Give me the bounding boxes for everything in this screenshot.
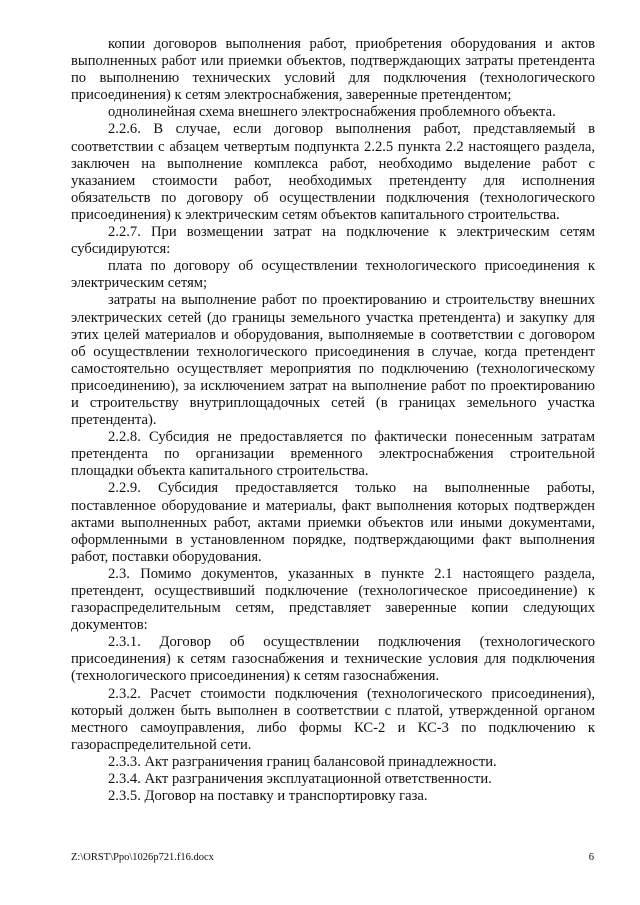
paragraph: однолинейная схема внешнего электроснабжения проблемного объекта. [108,104,556,121]
paragraph: 2.2.8. Субсидия не предоставляется по фактически понесенным затратам претендента по организации временного электроснабжения строительной площадки объекта капитального строительства. [71,429,595,480]
page-number: 6 [588,852,594,863]
footer-file-path: Z:\ORST\Ppo\1026p721.f16.docx [71,852,214,863]
paragraph: 2.2.6. В случае, если договор выполнения работ, представляемый в соответствии с абзацем четвертым подпункта 2.2.5 пункта 2.2 настоящего раздела, заключен на выполнение комплекса работ, необходимо выделение работ с указанием стоимости работ, необходимых претенденту для исполнения обязательств по договору об осуществлении подключения (технологического присоединения) к электрическим сетям объектов капитального строительства. [71,121,595,223]
paragraph: затраты на выполнение работ по проектированию и строительству внешних электрических сетей (до границы земельного участка претендента) и закупку для этих целей материалов и оборудования, выполняемые в соответствии с договором об осуществлении технологического присоединения в случае, когда претендент самостоятельно осуществляет мероприятия по подключению (технологическому присоединению), за исключением затрат на выполнение работ по проектированию и строительству внутриплощадочных сетей (в границах земельного участка претендента). [71,292,595,429]
paragraph: 2.3.2. Расчет стоимости подключения (технологического присоединения), который должен быть выполнен в соответствии с платой, утвержденной органом местного самоуправления, либо формы КС-2 и КС-3 по подключению к газораспределительной сети. [71,685,595,753]
paragraph: 2.3.1. Договор об осуществлении подключения (технологического присоединения) к сетям газоснабжения и технические условия для подключения (технологического присоединения) к сетям газоснабжения. [71,634,595,685]
paragraph: 2.2.9. Субсидия предоставляется только на выполненные работы, поставленное оборудование и материалы, факт выполнения которых подтвержден актами выполненных работ, актами приемки объектов или иными документами, оформленными в установленном порядке, подтверждающими факт выполнения работ, поставки оборудования. [71,480,595,565]
paragraph: 2.3. Помимо документов, указанных в пункте 2.1 настоящего раздела, претендент, осуществивший подключение (технологическое присоединение) к газораспределительным сетям, представляет заверенные копии следующих документов: [71,565,595,634]
paragraph: 2.2.7. При возмещении затрат на подключение к электрическим сетям субсидируются: [71,224,595,258]
paragraph: 2.3.3. Акт разграничения границ балансовой принадлежности. [108,753,497,770]
paragraph: 2.3.5. Договор на поставку и транспортировку газа. [108,788,428,805]
paragraph: 2.3.4. Акт разграничения эксплуатационной ответственности. [108,771,492,788]
paragraph: плата по договору об осуществлении технологического присоединения к электрическим сетям; [71,258,595,292]
paragraph: копии договоров выполнения работ, приобретения оборудования и актов выполненных работ или приемки объектов, подтверждающих затраты претендента по выполнению технических условий для подключения (технологического присоединения) к сетям электроснабжения, заверенные претендентом; [71,36,595,104]
document-body [71,36,595,805]
